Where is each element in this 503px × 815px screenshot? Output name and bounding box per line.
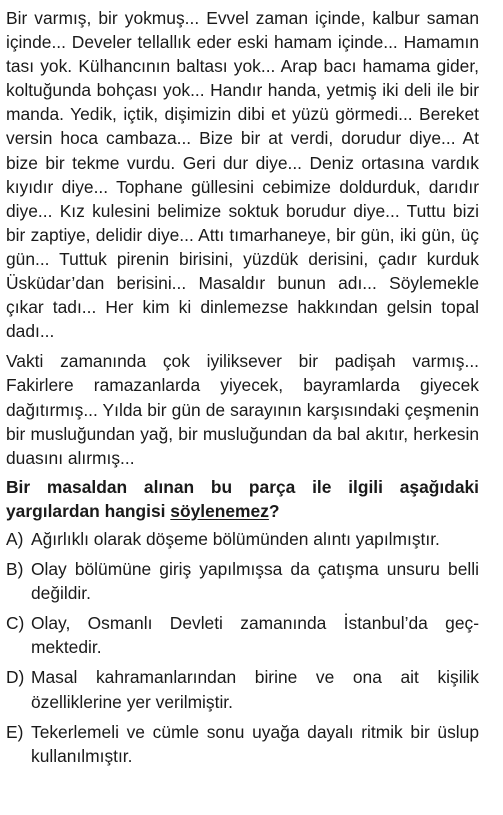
option-text: Ağırlıklı olarak döşeme bölümünden alıntı yapılmıştır. (31, 528, 440, 549)
passage-paragraph-1: Bir varmış, bir yokmuş... Evvel zaman içinde, kalbur saman içinde... Develer tellallık eder eski hamam içinde... Hamamın tası yok. Külhancının baltası yok... Arap bacı hamama gider, koltuğunda bohçası yok... Handır handa, yetmiş iki deli ile bir manda. Yedik, içtik, dişimizin dibi et yüzü görmedi... Bereket versin hoca cambaza... Bize bir at verdi, dorudur diye... At bize bir tekme vurdu. Geri dur diye... Deniz ortasına vardık kıyıdır diye... Tophane güllesini cebimize doldurduk, darıdır diye... Kız kulesini belimize soktuk borudur diye... Tuttu bizi bir zaptiye, delidir diye... Attı tımarhaneye, bir gün, iki gün, üç gün... Tuttuk pirenin birisini, yüzdük derisini, çadır kurduk Üsküdar’dan berisini... Masaldır bunun adı... Söylemekle çıkar tadı... Her kim ki dinlemezse hakkından gelsin topal dadı... (6, 8, 479, 342)
answer-options (6, 527, 479, 768)
option-letter: B) (6, 559, 24, 580)
option-letter: A) (6, 528, 24, 549)
question-negation-word: söylenemez (170, 500, 269, 521)
option-text: Masal kahramanlarından birine ve ona ait kişilik özelliklerine yer verilmiştir. (31, 667, 479, 712)
option-e[interactable] (6, 720, 479, 768)
option-letter: D) (6, 667, 25, 688)
option-a[interactable] (6, 527, 479, 551)
option-text: Olay bölümüne giriş yapılmışsa da çatışma unsuru belli değildir. (31, 559, 479, 604)
option-text: Olay, Osmanlı Devleti zamanında İstanbul’da geçmektedir. (31, 613, 479, 658)
question-stem-end: ? (268, 500, 280, 521)
question-page (6, 6, 479, 774)
option-letter: E) (6, 721, 24, 742)
question-stem-start: Bir masaldan alınan bu parça ile ilgili aşağıdaki yargılardan hangisi (6, 476, 479, 521)
option-c[interactable] (6, 611, 479, 659)
option-d[interactable] (6, 665, 479, 713)
passage-paragraph-2: Vakti zamanında çok iyiliksever bir padişah varmış... Fakirlere ramazanlarda yiyecek, bayramlarda giyecek dağıtırmış... Yılda bir gün de sarayının karşısındaki çeşmenin bir musluğundan yağ, bir musluğundan da bal akıtır, herkesin duasını alırmış... (6, 351, 479, 468)
option-b[interactable] (6, 557, 479, 605)
question-stem (6, 475, 479, 523)
option-text: Tekerlemeli ve cümle sonu uyağa dayalı ritmik bir üslup kullanılmıştır. (31, 721, 479, 766)
option-letter: C) (6, 613, 25, 634)
